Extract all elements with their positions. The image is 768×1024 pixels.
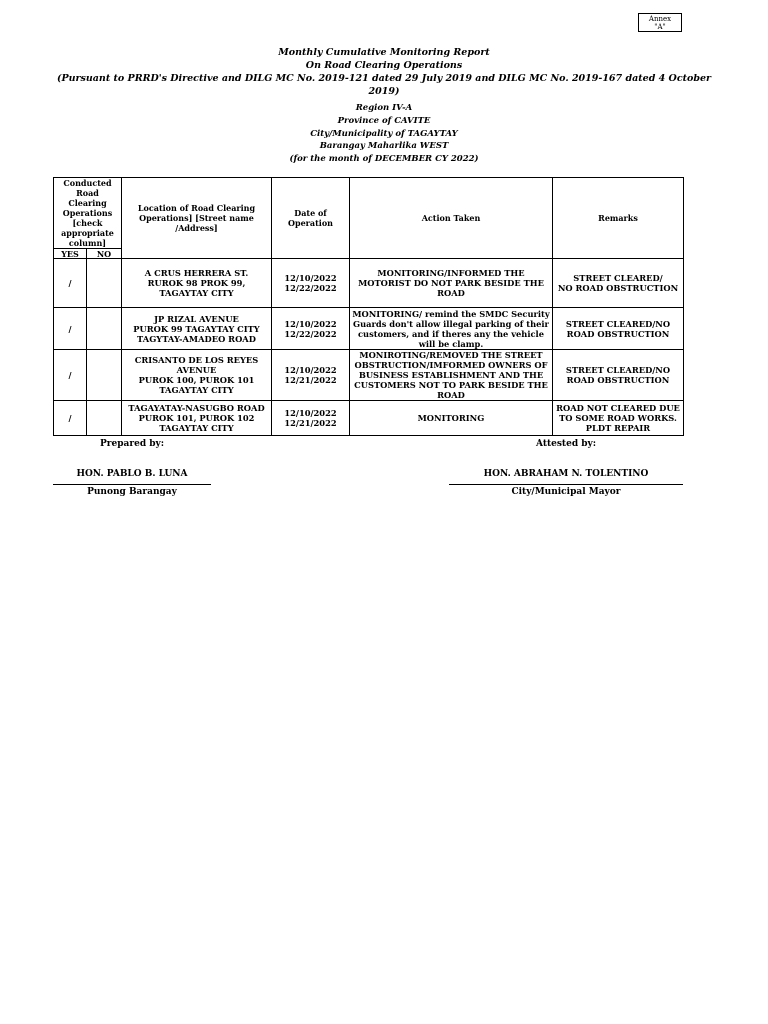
attested-by-title: City/Municipal Mayor [511, 487, 621, 497]
date-line: 12/10/2022 [284, 365, 337, 375]
yes-header: YES [54, 249, 87, 259]
date-cell [272, 350, 350, 401]
date-cell [272, 308, 350, 350]
yes-cell: / [54, 308, 87, 350]
date-line: 12/22/2022 [284, 283, 337, 293]
no-cell [87, 259, 122, 308]
report-title: Monthly Cumulative Monitoring Report [278, 47, 490, 58]
annex-box [638, 13, 682, 32]
date-header: Date of Operation [272, 178, 350, 259]
remarks-line: NO ROAD OBSTRUCTION [557, 283, 679, 293]
annex-letter: "A" [654, 23, 666, 31]
no-cell [87, 308, 122, 350]
location-line: TAGAYTAY CITY [159, 423, 234, 433]
date-cell [272, 401, 350, 436]
no-header: NO [87, 249, 122, 259]
prepared-by-title: Punong Barangay [87, 487, 177, 497]
action-cell: MONITORING/INFORMED THE MOTORIST DO NOT PARK BESIDE THE ROAD [350, 259, 553, 308]
location-cell [122, 401, 272, 436]
location-line: PUROK 101, PUROK 102 [138, 413, 255, 423]
location-cell [122, 259, 272, 308]
remarks-line: PLDT REPAIR [585, 423, 651, 433]
region-block [40, 102, 728, 166]
location-line: TAGAYATAY-NASUGBO ROAD [128, 403, 265, 413]
location-line: RUROK 98 PROK 99, TAGAYTAY CITY [147, 278, 246, 298]
report-directive: (Pursuant to PRRD's Directive and DILG MC No. 2019-121 dated 29 July 2019 and DILG MC No. 2019-167 dated 4 October 2019) [56, 73, 712, 97]
road-clearing-table [53, 177, 684, 436]
action-cell: MONIROTING/REMOVED THE STREET OBSTRUCTION/IMFORMED OWNERS OF BUSINESS ESTABLISHMENT AND THE CUSTOMERS NOT TO PARK BESIDE THE ROAD [350, 350, 553, 401]
remarks-line: STREET CLEARED/ [573, 273, 663, 283]
location-header: Location of Road Clearing Operations] [Street name /Address] [122, 178, 272, 259]
table-row [54, 308, 684, 350]
report-period: (for the month of DECEMBER CY 2022) [289, 154, 479, 165]
remarks-header: Remarks [553, 178, 684, 259]
action-cell: MONITORING/ remind the SMDC Security Guards don't allow illegal parking of their customers, and if theres any the vehicle will be clamp. [350, 308, 553, 350]
report-header [40, 46, 728, 98]
remarks-cell [553, 308, 684, 350]
location-cell [122, 350, 272, 401]
no-cell [87, 401, 122, 436]
yes-cell: / [54, 259, 87, 308]
date-line: 12/10/2022 [284, 408, 337, 418]
attested-signature-line [449, 484, 683, 485]
yes-cell: / [54, 401, 87, 436]
remarks-cell [553, 401, 684, 436]
date-line: 12/22/2022 [284, 328, 337, 339]
prepared-signature-line [53, 484, 211, 485]
location-cell [122, 308, 272, 350]
location-line: PUROK 100, PUROK 101 [138, 375, 255, 385]
remarks-cell [553, 259, 684, 308]
date-line: 12/21/2022 [284, 375, 337, 385]
remarks-cell [553, 350, 684, 401]
prepared-by-name: HON. PABLO B. LUNA [76, 469, 188, 479]
province-name: Province of CAVITE [337, 115, 431, 126]
annex-label: Annex [648, 15, 672, 23]
date-line: 12/10/2022 [284, 273, 337, 283]
action-header: Action Taken [350, 178, 553, 259]
location-line: TAGAYTAY CITY [159, 385, 234, 395]
action-cell: MONITORING [350, 401, 553, 436]
table-row [54, 401, 684, 436]
prepared-by-label: Prepared by: [100, 439, 165, 449]
report-subtitle: On Road Clearing Operations [305, 60, 463, 71]
attested-by-label: Attested by: [536, 439, 597, 449]
barangay-name: Barangay Maharlika WEST [319, 141, 449, 152]
region-name: Region IV-A [355, 103, 413, 113]
remarks-line: ROAD NOT CLEARED DUE TO SOME ROAD WORKS. [556, 403, 680, 423]
yes-cell: / [54, 350, 87, 401]
city-name: City/Municipality of TAGAYTAY [310, 128, 458, 139]
table-header-row [54, 178, 684, 249]
no-cell [87, 350, 122, 401]
table-row [54, 259, 684, 308]
conducted-header: Conducted Road Clearing Operations [check appropriate column] [54, 178, 122, 249]
remarks-line: STREET CLEARED/NO ROAD OBSTRUCTION [565, 365, 671, 385]
table-row [54, 350, 684, 401]
attested-by-name: HON. ABRAHAM N. TOLENTINO [483, 469, 649, 479]
date-cell [272, 259, 350, 308]
remarks-line: STREET CLEARED/NO ROAD OBSTRUCTION [565, 318, 671, 339]
location-line: CRISANTO DE LOS REYES AVENUE [134, 355, 259, 375]
date-line: 12/21/2022 [284, 418, 337, 428]
location-line: A CRUS HERRERA ST. [144, 268, 249, 278]
location-line: TAGYTAY-AMADEO ROAD [137, 333, 256, 344]
location-line: JP RIZAL AVENUE [154, 313, 239, 324]
date-line: 12/10/2022 [284, 318, 337, 329]
location-line: PUROK 99 TAGAYTAY CITY [133, 323, 260, 334]
